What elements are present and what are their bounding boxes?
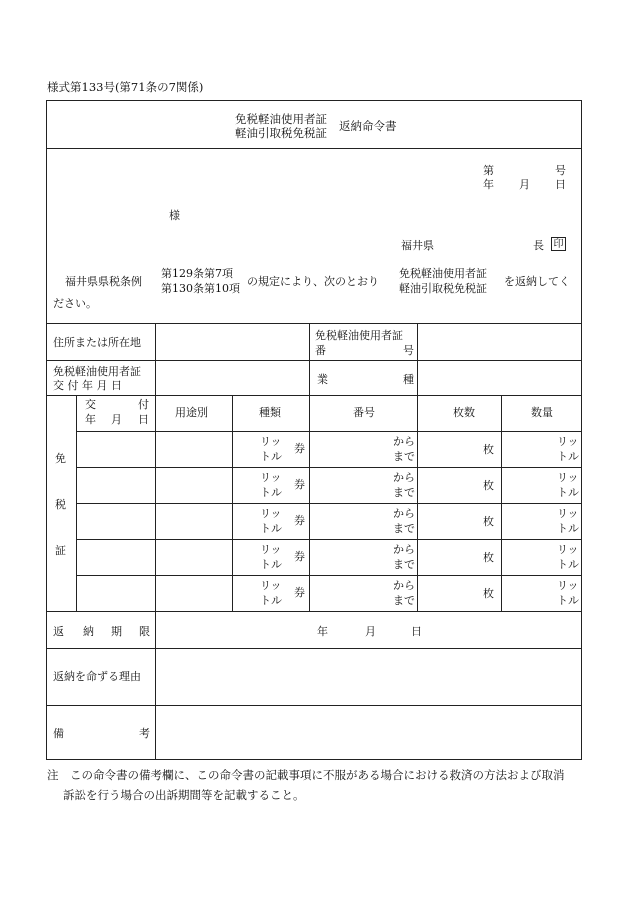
kind-ken: 券 [294, 478, 305, 491]
header-quantity: 数量 [531, 406, 553, 419]
kind-litre-line2: トル [260, 558, 282, 571]
number-to: まで [393, 450, 415, 463]
cert-number-label-go: 号 [403, 344, 414, 357]
sheet-unit: 枚 [483, 515, 494, 528]
divider [232, 395, 233, 611]
deadline-year: 年 [317, 625, 328, 638]
date-day: 日 [555, 178, 566, 191]
divider [155, 395, 156, 611]
kind-ken: 券 [294, 442, 305, 455]
quantity-litre-line1: リッ [557, 507, 579, 520]
divider [47, 360, 581, 361]
seal-box: 印 [551, 237, 566, 251]
footnote-line-2: 訴訟を行う場合の出訴期間等を記載すること。 [63, 788, 305, 802]
kind-litre-line2: トル [260, 522, 282, 535]
issue-date-label-1: 免税軽油使用者証 [53, 365, 141, 378]
divider [417, 395, 418, 611]
body-continuation: ださい。 [53, 297, 97, 310]
sheet-unit: 枚 [483, 587, 494, 600]
number-to: まで [393, 486, 415, 499]
quantity-litre-line2: トル [557, 450, 579, 463]
header-number: 番号 [353, 406, 375, 419]
number-from: から [393, 435, 415, 448]
quantity-litre-line2: トル [557, 594, 579, 607]
doc-number-dai: 第 [483, 164, 494, 177]
divider [76, 503, 581, 504]
divider [501, 395, 502, 611]
number-from: から [393, 471, 415, 484]
sheet-unit: 枚 [483, 479, 494, 492]
article-line-2: 第130条第10項 [161, 282, 240, 295]
form-reference: 様式第133号(第71条の7関係) [47, 80, 204, 94]
deadline-label-3: 期 [111, 625, 122, 638]
divider [47, 705, 581, 706]
side-label-men: 免 [55, 452, 66, 465]
title-line-2: 軽油引取税免税証 [235, 126, 327, 140]
ordinance-name: 福井県県税条例 [65, 275, 142, 288]
deadline-day: 日 [411, 625, 422, 638]
divider [155, 323, 156, 395]
quantity-litre-line2: トル [557, 486, 579, 499]
side-label-zei: 税 [55, 498, 66, 511]
deadline-label-1: 返 [53, 625, 64, 638]
business-label-gyo: 業 [317, 373, 328, 386]
kind-litre-line1: リッ [260, 507, 282, 520]
divider [76, 575, 581, 576]
divider [309, 395, 310, 611]
footnote [47, 765, 592, 805]
issuer-prefecture: 福井県 [401, 239, 434, 252]
address-label: 住所または所在地 [53, 336, 141, 349]
kind-litre-line1: リッ [260, 471, 282, 484]
kind-litre-line1: リッ [260, 543, 282, 556]
title-line-1: 免税軽油使用者証 [235, 112, 327, 126]
divider [76, 395, 77, 611]
side-label-sho: 証 [55, 544, 66, 557]
kind-litre-line2: トル [260, 486, 282, 499]
addressee-sama: 様 [169, 209, 180, 222]
kind-ken: 券 [294, 586, 305, 599]
reason-label: 返納を命ずる理由 [53, 670, 141, 683]
quantity-litre-line1: リッ [557, 435, 579, 448]
number-from: から [393, 543, 415, 556]
kind-ken: 券 [294, 514, 305, 527]
divider [76, 539, 581, 540]
quantity-litre-line1: リッ [557, 579, 579, 592]
footnote-line-1: 注 この命令書の備考欄に、この命令書の記載事項に不服がある場合における救済の方法および取消 [47, 768, 565, 782]
remarks-label-bi: 備 [53, 727, 64, 740]
deadline-month: 月 [365, 625, 376, 638]
divider [76, 431, 581, 432]
header-issue-year: 年 [85, 413, 96, 426]
divider [47, 148, 581, 149]
sheet-unit: 枚 [483, 551, 494, 564]
return-order-form [46, 100, 582, 760]
header-issue-month: 月 [111, 413, 122, 426]
kind-litre-line1: リッ [260, 435, 282, 448]
header-sheets: 枚数 [453, 406, 475, 419]
divider [76, 467, 581, 468]
divider [47, 648, 581, 649]
title-suffix: 返納命令書 [339, 119, 397, 133]
deadline-label-4: 限 [139, 625, 150, 638]
remarks-label-ko: 考 [139, 727, 150, 740]
quantity-litre-line1: リッ [557, 471, 579, 484]
body-middle-text: の規定により、次のとおり [247, 275, 379, 288]
quantity-litre-line1: リッ [557, 543, 579, 556]
body-ending: を返納してく [504, 275, 570, 288]
divider [417, 323, 418, 395]
business-label-shu: 種 [403, 373, 414, 386]
quantity-litre-line2: トル [557, 522, 579, 535]
cert-number-label-ban: 番 [315, 344, 326, 357]
header-issue-ko: 交 [85, 398, 96, 411]
header-issue-day: 日 [138, 413, 149, 426]
divider [47, 611, 581, 612]
divider [47, 323, 581, 324]
doc-name-1: 免税軽油使用者証 [399, 267, 487, 280]
kind-ken: 券 [294, 550, 305, 563]
deadline-label-2: 納 [83, 625, 94, 638]
article-line-1: 第129条第7項 [161, 267, 233, 280]
number-to: まで [393, 594, 415, 607]
issue-date-label-2: 交 付 年 月 日 [53, 379, 122, 392]
date-year: 年 [483, 178, 494, 191]
doc-number-go: 号 [555, 164, 566, 177]
header-issue-fu: 付 [138, 398, 149, 411]
divider [155, 611, 156, 759]
date-month: 月 [519, 178, 530, 191]
kind-litre-line1: リッ [260, 579, 282, 592]
doc-name-2: 軽油引取税免税証 [399, 282, 487, 295]
kind-litre-line2: トル [260, 594, 282, 607]
number-from: から [393, 507, 415, 520]
issuer-head: 長 [533, 239, 544, 252]
sheet-unit: 枚 [483, 443, 494, 456]
header-usage: 用途別 [175, 406, 208, 419]
number-from: から [393, 579, 415, 592]
kind-litre-line2: トル [260, 450, 282, 463]
number-to: まで [393, 522, 415, 535]
divider [309, 323, 310, 395]
number-to: まで [393, 558, 415, 571]
header-kind: 種類 [259, 406, 281, 419]
quantity-litre-line2: トル [557, 558, 579, 571]
cert-number-label-1: 免税軽油使用者証 [315, 329, 403, 342]
